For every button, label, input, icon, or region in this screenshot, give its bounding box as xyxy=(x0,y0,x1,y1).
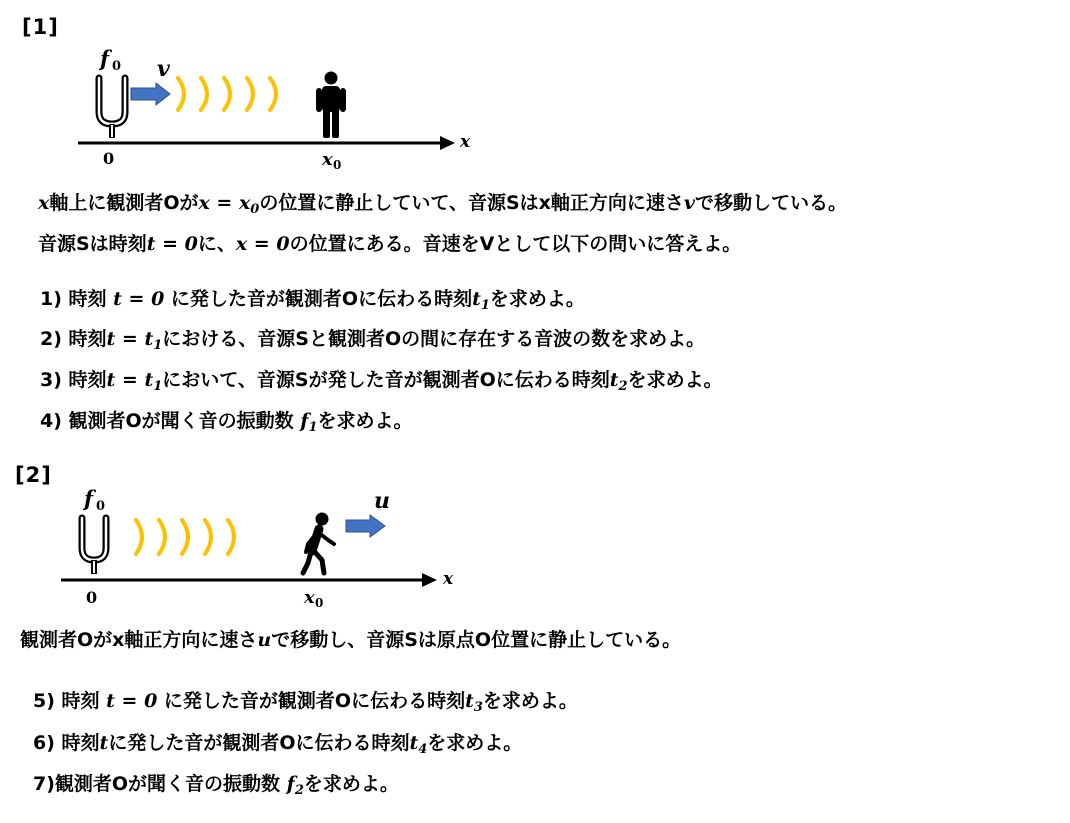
text-span: に発した音が観測者Oに伝わる時刻 xyxy=(157,690,466,712)
velocity-arrow-icon xyxy=(346,515,385,537)
math-span: t xyxy=(99,732,109,754)
section-2-label: [2] xyxy=(15,463,52,487)
math-sub: 0 xyxy=(250,202,260,217)
observer-pos-label: x xyxy=(322,149,333,170)
velocity-label: u xyxy=(374,488,390,514)
tuning-fork-icon xyxy=(82,518,106,574)
observer-pos-sub: 0 xyxy=(333,158,342,172)
text-span: に発した音が観測者Oに伝わる時刻 xyxy=(108,732,410,754)
math-sub: 3 xyxy=(473,700,483,715)
math-sub: 2 xyxy=(294,783,304,798)
sound-wave-icon xyxy=(136,520,234,554)
math-t-eq-0: t = 0 xyxy=(146,233,198,255)
text-span: を求めよ。 xyxy=(427,732,523,754)
velocity-label: v xyxy=(157,56,170,82)
text-span: において、音源Sが発した音が観測者Oに伝わる時刻 xyxy=(162,369,610,391)
source-label: f xyxy=(84,486,94,511)
section-1-label: [1] xyxy=(22,15,59,39)
x-axis-2 xyxy=(61,573,437,587)
source-sub: 0 xyxy=(96,499,106,514)
math-span: t = 0 xyxy=(113,288,165,310)
math-sub: 1 xyxy=(308,420,318,435)
math-span: t = 0 xyxy=(106,690,158,712)
text-span: 観測者Oがx軸正方向に速さ xyxy=(20,629,258,651)
math-u: u xyxy=(257,629,272,651)
text-span: 4) 観測者Oが聞く音の振動数 xyxy=(40,410,301,432)
source-label: f xyxy=(100,46,110,71)
text-span: 音源Sは時刻 xyxy=(38,233,147,255)
math-sub: 1 xyxy=(153,338,163,353)
math-sub: 1 xyxy=(480,298,490,313)
text-span: に、 xyxy=(197,233,236,255)
text-span: を求めよ。 xyxy=(482,690,578,712)
text-span: 1) 時刻 xyxy=(40,288,114,310)
math-span: f xyxy=(286,773,295,795)
math-sub: 1 xyxy=(153,379,163,394)
text-span: を求めよ。 xyxy=(317,410,413,432)
question-6 xyxy=(33,728,522,755)
text-span: を求めよ。 xyxy=(489,288,585,310)
observer-pos-sub: 0 xyxy=(315,596,324,610)
axis-arrowhead-icon xyxy=(422,573,437,587)
text-span: に発した音が観測者Oに伝わる時刻 xyxy=(164,288,473,310)
text-span: の位置にある。音速をVとして以下の問いに答えよ。 xyxy=(289,233,742,255)
text-span: で移動し、音源Sは原点O位置に静止している。 xyxy=(271,629,682,651)
math-span: t xyxy=(609,369,619,391)
text-span: 6) 時刻 xyxy=(33,732,100,754)
math-v: v xyxy=(683,192,695,214)
text-span: 軸上に観測者Oが xyxy=(49,192,199,214)
math-span: t = t xyxy=(106,369,154,391)
question-5 xyxy=(33,686,578,713)
math-span: t xyxy=(472,288,481,310)
axis-label: x xyxy=(443,569,454,589)
observer-pos-label: x xyxy=(304,587,315,608)
math-x-eq-0: x = 0 xyxy=(235,233,290,255)
math-span: t xyxy=(465,690,474,712)
text-span: 7)観測者Oが聞く音の振動数 xyxy=(33,773,287,795)
math-x: x xyxy=(38,192,50,214)
math-span: t = t xyxy=(106,328,154,350)
origin-label: 0 xyxy=(103,149,115,168)
person-walking-icon xyxy=(303,513,334,574)
intro-line-3 xyxy=(20,625,681,652)
question-7 xyxy=(33,769,399,796)
origin-label: 0 xyxy=(86,588,98,607)
text-span: の位置に静止していて、音源Sはx軸正方向に速さ xyxy=(259,192,684,214)
text-span: における、音源Sと観測者Oの間に存在する音波の数を求めよ。 xyxy=(162,328,706,350)
math-sub: 2 xyxy=(618,379,628,394)
math-span: t xyxy=(409,732,419,754)
text-span: 3) 時刻 xyxy=(40,369,107,391)
math-x-eq-x0: x = x xyxy=(198,192,251,214)
text-span: で移動している。 xyxy=(694,192,847,214)
text-span: 5) 時刻 xyxy=(33,690,107,712)
text-span: を求めよ。 xyxy=(303,773,399,795)
axis-label: x xyxy=(460,132,471,152)
source-sub: 0 xyxy=(112,59,122,74)
text-span: 2) 時刻 xyxy=(40,328,107,350)
text-span: を求めよ。 xyxy=(627,369,723,391)
math-sub: 4 xyxy=(418,742,428,757)
math-span: f xyxy=(300,410,309,432)
